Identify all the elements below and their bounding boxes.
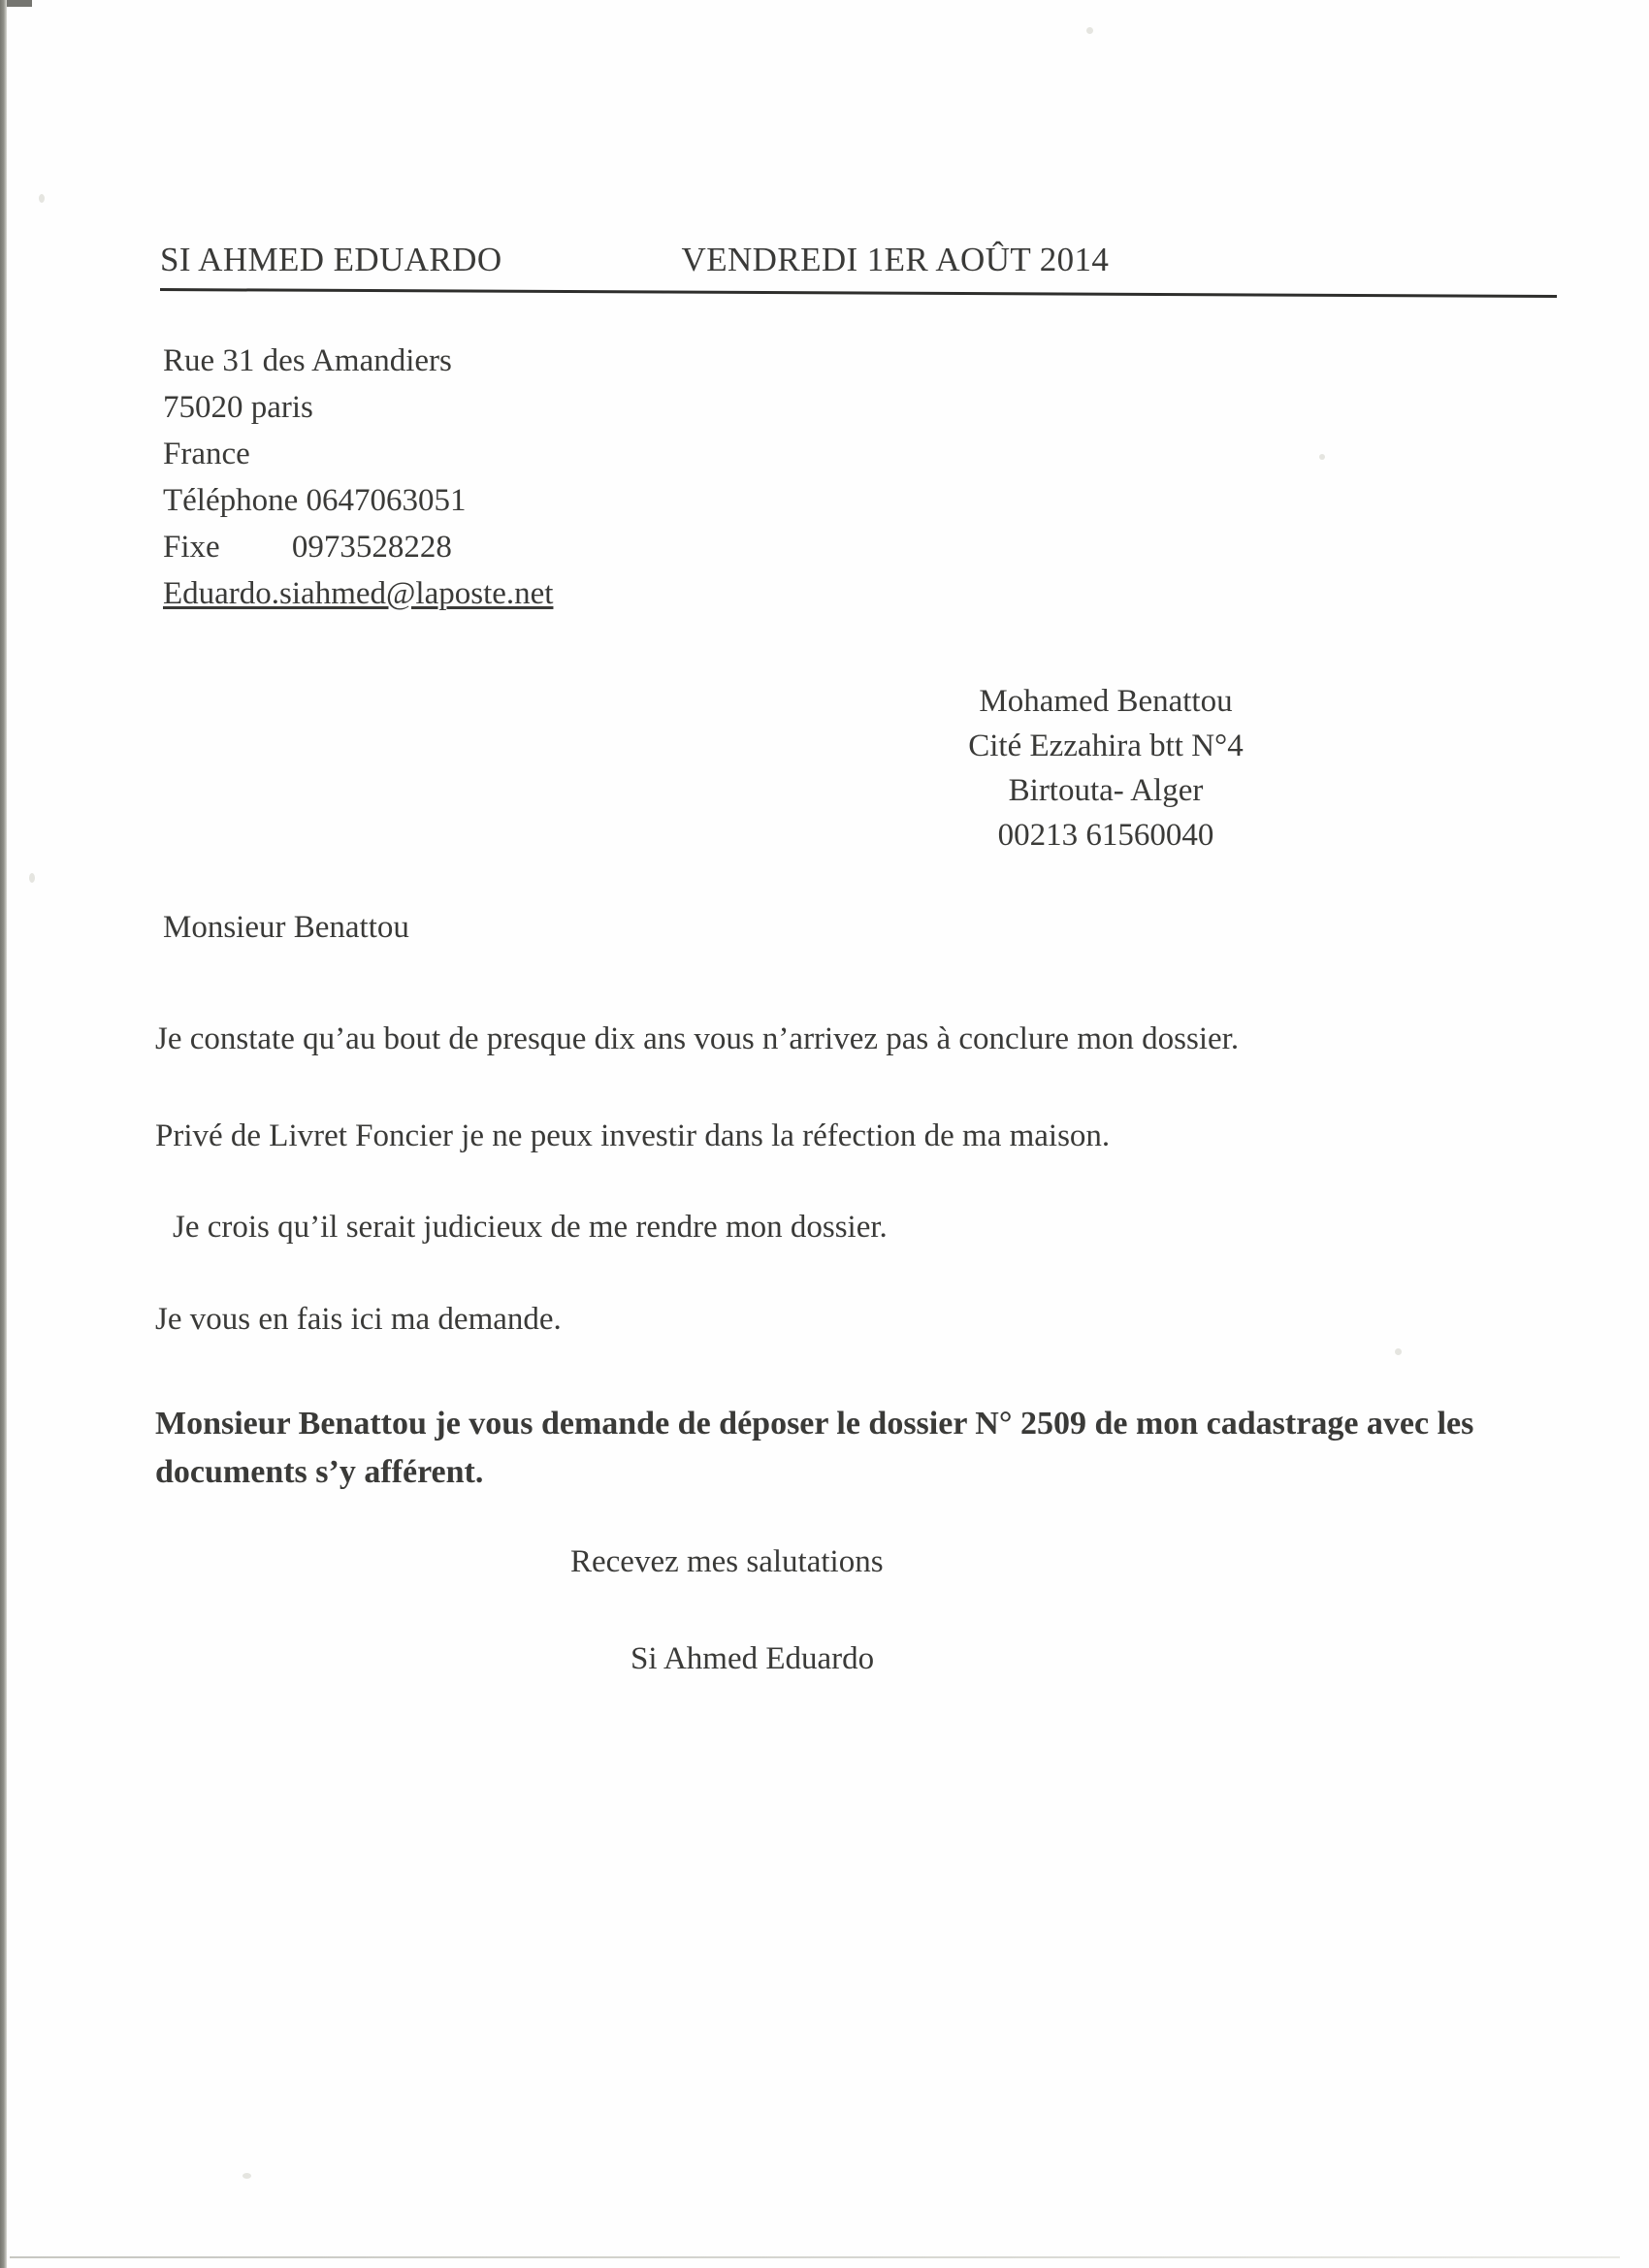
sender-address-line: 75020 paris — [163, 390, 313, 425]
body-paragraph-4: Je vous en fais ici ma demande. — [155, 1302, 562, 1337]
recipient-address-line: Cité Ezzahira btt N°4 — [968, 729, 1244, 763]
body-paragraph-emphasis: Monsieur Benattou je vous demande de déposer le dossier N° 2509 de mon cadastrage avec les documents s’y afférent. — [155, 1406, 1474, 1490]
signature-name: Si Ahmed Eduardo — [630, 1641, 875, 1676]
scan-speck — [1086, 27, 1093, 34]
sender-phone-line: Téléphone 0647063051 — [163, 483, 467, 518]
scan-speck — [242, 2173, 251, 2179]
sender-fixed-line: Fixe 0973528228 — [163, 530, 452, 565]
scan-bottom-edge-artifact — [10, 2256, 1620, 2258]
sender-address-block — [163, 338, 553, 617]
body-paragraph-1: Je constate qu’au bout de presque dix ans vous n’arrivez pas à conclure mon dossier. — [155, 1021, 1240, 1056]
letterhead-sender-name: SI AHMED EDUARDO — [160, 241, 502, 278]
body-paragraph-3: Je crois qu’il serait judicieux de me rendre mon dossier. — [173, 1210, 888, 1245]
recipient-name: Mohamed Benattou — [979, 684, 1233, 719]
scan-speck — [1395, 1348, 1402, 1355]
recipient-address-block — [834, 679, 1377, 858]
letterhead — [160, 241, 1557, 279]
recipient-city-line: Birtouta- Alger — [1008, 773, 1204, 808]
body-paragraph-2: Privé de Livret Foncier je ne peux investir dans la réfection de ma maison. — [155, 1118, 1111, 1153]
scan-speck — [29, 873, 35, 883]
scan-speck — [1319, 454, 1325, 460]
closing-salutation: Recevez mes salutations — [570, 1544, 884, 1579]
letterhead-date: VENDREDI 1ER AOÛT 2014 — [681, 241, 1110, 278]
scan-corner-artifact — [7, 0, 32, 7]
scan-edge-artifact — [0, 0, 7, 2268]
sender-address-line: France — [163, 437, 250, 471]
scan-speck — [39, 194, 45, 203]
letterhead-divider — [160, 288, 1557, 298]
sender-email-link[interactable]: Eduardo.siahmed@laposte.net — [163, 576, 554, 611]
sender-address-line: Rue 31 des Amandiers — [163, 343, 452, 378]
letter-salutation: Monsieur Benattou — [163, 910, 409, 945]
recipient-phone: 00213 61560040 — [997, 818, 1214, 853]
